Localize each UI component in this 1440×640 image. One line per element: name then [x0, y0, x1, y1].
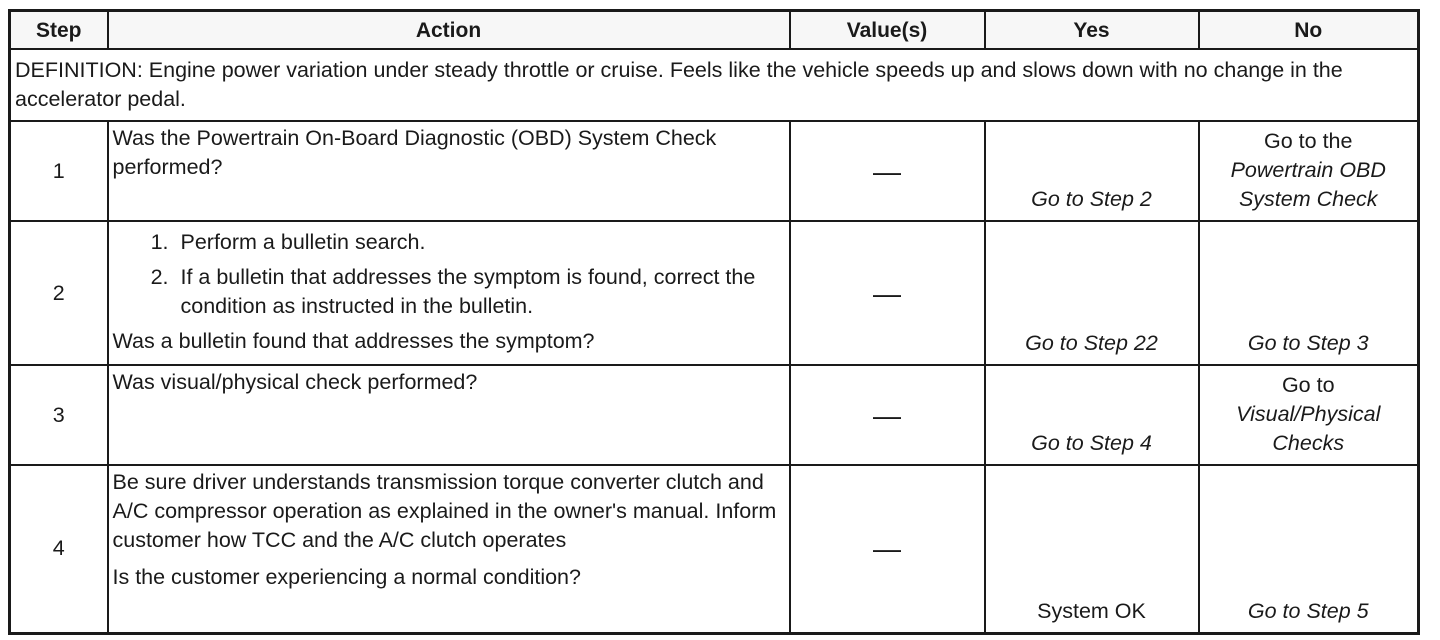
definition-text: DEFINITION: Engine power variation under steady throttle or cruise. Feels like the vehicle speeds up and slows down with no change in the accelerator pedal. — [10, 49, 1419, 121]
diagnostic-table — [8, 9, 1420, 635]
header-action: Action — [108, 11, 790, 50]
value-dash: — — [790, 121, 985, 221]
no-outcome — [1199, 365, 1419, 465]
yes-outcome: System OK — [985, 465, 1199, 633]
yes-outcome: Go to Step 4 — [985, 365, 1199, 465]
action-question: Is the customer experiencing a normal condition? — [112, 565, 581, 589]
no-outcome-line1: Go to the — [1264, 129, 1353, 153]
no-outcome: Go to Step 3 — [1199, 221, 1419, 365]
no-outcome-line1: Go to — [1281, 373, 1335, 397]
header-yes: Yes — [985, 11, 1199, 50]
no-outcome — [1199, 121, 1419, 221]
yes-outcome: Go to Step 22 — [985, 221, 1199, 365]
no-outcome-line2: Visual/Physical Checks — [1236, 402, 1381, 455]
no-outcome: Go to Step 5 — [1199, 465, 1419, 633]
table-row — [10, 221, 1419, 365]
step-number: 3 — [10, 365, 108, 465]
header-no: No — [1199, 11, 1419, 50]
table-row — [10, 121, 1419, 221]
action-step-item: 1. Perform a bulletin search. — [175, 228, 781, 257]
action-text: Was visual/physical check performed? — [108, 365, 790, 465]
action-instruction: Be sure driver understands transmission torque converter clutch and A/C compressor operation as explained in the owner's manual. Inform customer how TCC and the A/C clutch operates — [112, 470, 777, 552]
value-dash: — — [790, 365, 985, 465]
no-outcome-line2: Powertrain OBD System Check — [1230, 158, 1386, 211]
value-dash: — — [790, 465, 985, 633]
header-step: Step — [10, 11, 108, 50]
yes-outcome: Go to Step 2 — [985, 121, 1199, 221]
step-number: 1 — [10, 121, 108, 221]
table-row — [10, 465, 1419, 633]
action-text — [108, 221, 790, 365]
header-row — [10, 11, 1419, 50]
action-text — [108, 465, 790, 633]
step-number: 4 — [10, 465, 108, 633]
action-steps-list — [113, 228, 781, 321]
table-row — [10, 365, 1419, 465]
header-values: Value(s) — [790, 11, 985, 50]
definition-row — [10, 49, 1419, 121]
action-question: Was a bulletin found that addresses the symptom? — [112, 329, 595, 353]
step-number: 2 — [10, 221, 108, 365]
action-text: Was the Powertrain On-Board Diagnostic (OBD) System Check performed? — [108, 121, 790, 221]
action-step-item: 2. If a bulletin that addresses the symptom is found, correct the condition as instructed in the bulletin. — [175, 263, 781, 321]
value-dash: — — [790, 221, 985, 365]
